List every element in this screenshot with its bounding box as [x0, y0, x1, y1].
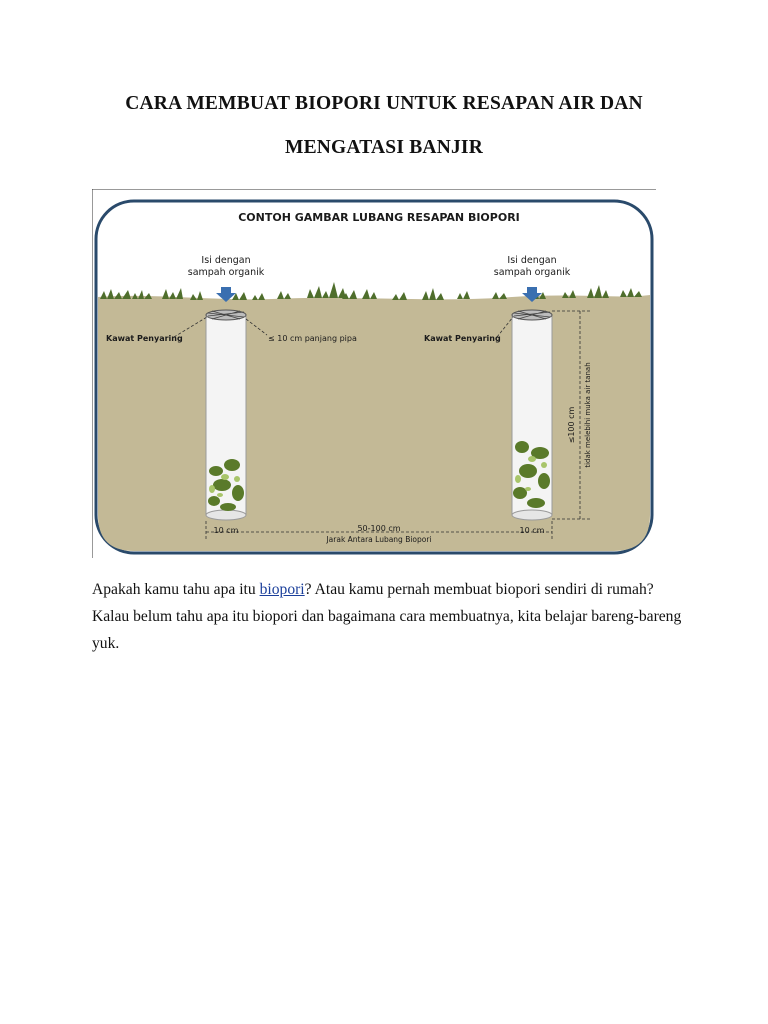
biopori-diagram — [92, 189, 656, 558]
left-width-label: 10 cm — [213, 526, 239, 535]
right-width-label: 10 cm — [519, 526, 545, 535]
biopori-link[interactable]: biopori — [259, 581, 305, 598]
right-fill-label-line1: Isi dengan — [507, 255, 557, 266]
distance-label: 50-100 cm — [357, 524, 401, 533]
left-biopori-hole — [206, 310, 246, 520]
document-title-line-2: MENGATASI BANJIR — [284, 137, 484, 158]
intro-text-end: ? Atau kamu pernah membuat biopori sendiri di rumah? Kalau belum tahu apa itu biopori dan bagaimana cara membuatnya, kita belajar bareng-bareng yuk. — [92, 581, 682, 652]
distance-caption: Jarak Antara Lubang Biopori — [326, 535, 432, 544]
right-biopori-hole — [512, 310, 552, 520]
intro-paragraph — [92, 576, 682, 657]
depth-sublabel: tidak melebihi muka air tanah — [584, 362, 592, 468]
right-filter-label: Kawat Penyaring — [424, 334, 501, 343]
left-fill-label-line2: sampah organik — [187, 267, 265, 278]
intro-text-start: Apakah kamu tahu apa itu — [92, 581, 260, 598]
right-fill-label-line2: sampah organik — [493, 267, 571, 278]
figure-heading: CONTOH GAMBAR LUBANG RESAPAN BIOPORI — [238, 211, 520, 224]
left-fill-label-line1: Isi dengan — [201, 255, 251, 266]
depth-label: ≤100 cm — [567, 406, 576, 444]
left-filter-label: Kawat Penyaring — [106, 334, 183, 343]
pipe-length-label: ≤ 10 cm panjang pipa — [268, 334, 357, 343]
document-title-line-1: CARA MEMBUAT BIOPORI UNTUK RESAPAN AIR DAN — [125, 93, 643, 114]
